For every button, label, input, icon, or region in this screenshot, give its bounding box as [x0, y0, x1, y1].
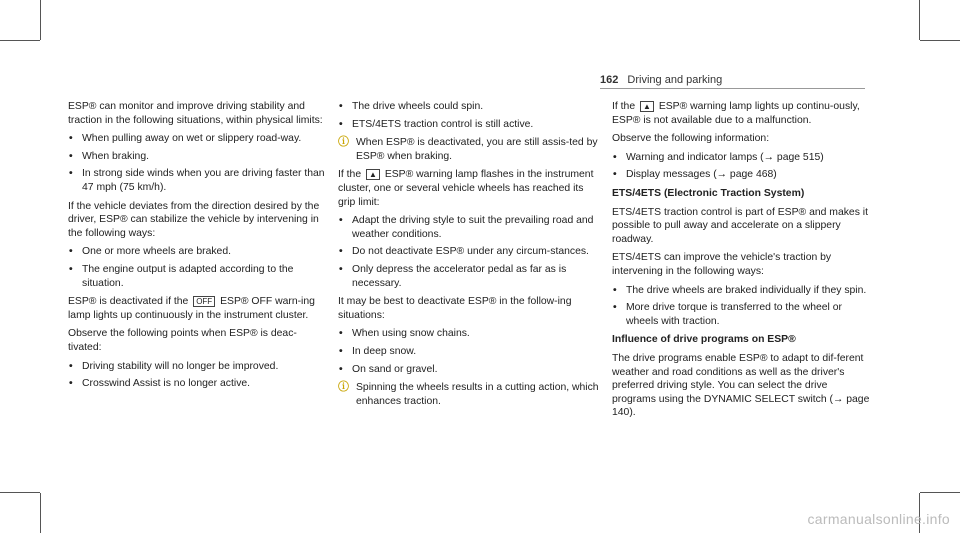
paragraph	[68, 295, 330, 322]
text-run: ESP® warning lamp lights up continu-ously, ESP® is not available due to a malfunction.	[612, 101, 860, 126]
list-item: • The engine output is adapted according to the situation.	[68, 263, 330, 290]
list-item: • Adapt the driving style to suit the prevailing road and weather conditions.	[338, 214, 600, 241]
column-2	[338, 100, 600, 413]
text-run: ESP® warning lamp flashes in the instrument cluster, one or several vehicle wheels has reached its grip limit:	[338, 169, 594, 208]
esp-warning-lamp-icon: ▲	[366, 169, 380, 180]
paragraph: Observe the following information:	[612, 133, 770, 145]
list-item: • One or more wheels are braked.	[68, 245, 330, 259]
watermark: carmanualsonline.info	[807, 511, 950, 527]
text-run: ESP® OFF warn-ing lamp lights up continuously in the instrument cluster.	[68, 296, 315, 321]
crop-mark	[0, 492, 40, 493]
bullet-list	[612, 151, 874, 182]
paragraph: Observe the following points when ESP® is deac-tivated:	[68, 328, 297, 353]
esp-off-lamp-icon: OFF	[193, 296, 215, 307]
list-item: • The drive wheels could spin.	[338, 100, 600, 114]
column-3	[612, 100, 874, 425]
paragraph: If the vehicle deviates from the direction desired by the driver, ESP® can stabilize the vehicle by intervening in the following ways:	[68, 200, 320, 239]
page-number: 162	[600, 74, 619, 86]
list-item: • The drive wheels are braked individually if they spin.	[612, 284, 874, 298]
page-header	[600, 74, 722, 86]
list-item: • More drive torque is transferred to the wheel or wheels with traction.	[612, 301, 874, 328]
paragraph: The drive programs enable ESP® to adapt to dif-ferent weather and road conditions as well as the driver's preferred driving style. You can select the drive programs using the DYNAMIC SELECT switch (→ page 140).	[612, 352, 870, 419]
esp-warning-lamp-icon: ▲	[640, 101, 654, 112]
crop-mark	[40, 493, 41, 533]
list-item[interactable]: • Warning and indicator lamps (→ page 515)	[612, 151, 874, 165]
paragraph	[612, 100, 874, 127]
list-item: • When braking.	[68, 150, 330, 164]
note-text: When ESP® is deactivated, you are still assis-ted by ESP® when braking.	[356, 137, 598, 162]
bullet-list	[68, 245, 330, 290]
list-item: • Do not deactivate ESP® under any circum-stances.	[338, 245, 600, 259]
paragraph: ETS/4ETS can improve the vehicle's traction by intervening in the following ways:	[612, 252, 832, 277]
bullet-list	[338, 100, 600, 131]
paragraph: ETS/4ETS traction control is part of ESP® and makes it possible to pull away and accelerate on a slippery roadway.	[612, 206, 868, 245]
header-divider	[600, 88, 865, 89]
list-item: • When pulling away on wet or slippery road-way.	[68, 132, 330, 146]
crop-mark	[919, 0, 920, 40]
crop-mark	[0, 40, 40, 41]
list-item: • On sand or gravel.	[338, 363, 600, 377]
list-item: • Crosswind Assist is no longer active.	[68, 377, 330, 391]
note	[338, 136, 600, 163]
list-item[interactable]: • Display messages (→ page 468)	[612, 168, 874, 182]
note-text: Spinning the wheels results in a cutting action, which enhances traction.	[356, 382, 599, 407]
bullet-list	[338, 327, 600, 376]
paragraph: ESP® can monitor and improve driving stability and traction in the following situations, within physical limits:	[68, 101, 323, 126]
column-1	[68, 100, 330, 396]
text-run: ESP® is deactivated if the	[68, 296, 189, 308]
crop-mark	[920, 40, 960, 41]
bullet-list	[612, 284, 874, 329]
list-item: • Only depress the accelerator pedal as far as is necessary.	[338, 263, 600, 290]
bullet-list	[68, 132, 330, 194]
crop-mark	[40, 0, 41, 40]
paragraph	[338, 168, 600, 209]
list-item: • Driving stability will no longer be improved.	[68, 360, 330, 374]
crop-mark	[920, 492, 960, 493]
list-item: • In deep snow.	[338, 345, 600, 359]
text-run: If the	[612, 101, 636, 112]
text-run: If the	[338, 169, 362, 181]
paragraph: It may be best to deactivate ESP® in the follow-ing situations:	[338, 296, 572, 321]
bullet-list	[338, 214, 600, 290]
section-heading: ETS/4ETS (Electronic Traction System)	[612, 187, 805, 199]
list-item: • In strong side winds when you are driving faster than 47 mph (75 km/h).	[68, 167, 330, 194]
list-item: • ETS/4ETS traction control is still active.	[338, 118, 600, 132]
section-heading: Influence of drive programs on ESP®	[612, 334, 796, 346]
info-icon: ⓘ	[338, 136, 349, 149]
list-item: • When using snow chains.	[338, 327, 600, 341]
info-icon: ⓘ	[338, 381, 349, 394]
note	[338, 381, 600, 408]
section-title: Driving and parking	[627, 74, 723, 86]
bullet-list	[68, 360, 330, 391]
